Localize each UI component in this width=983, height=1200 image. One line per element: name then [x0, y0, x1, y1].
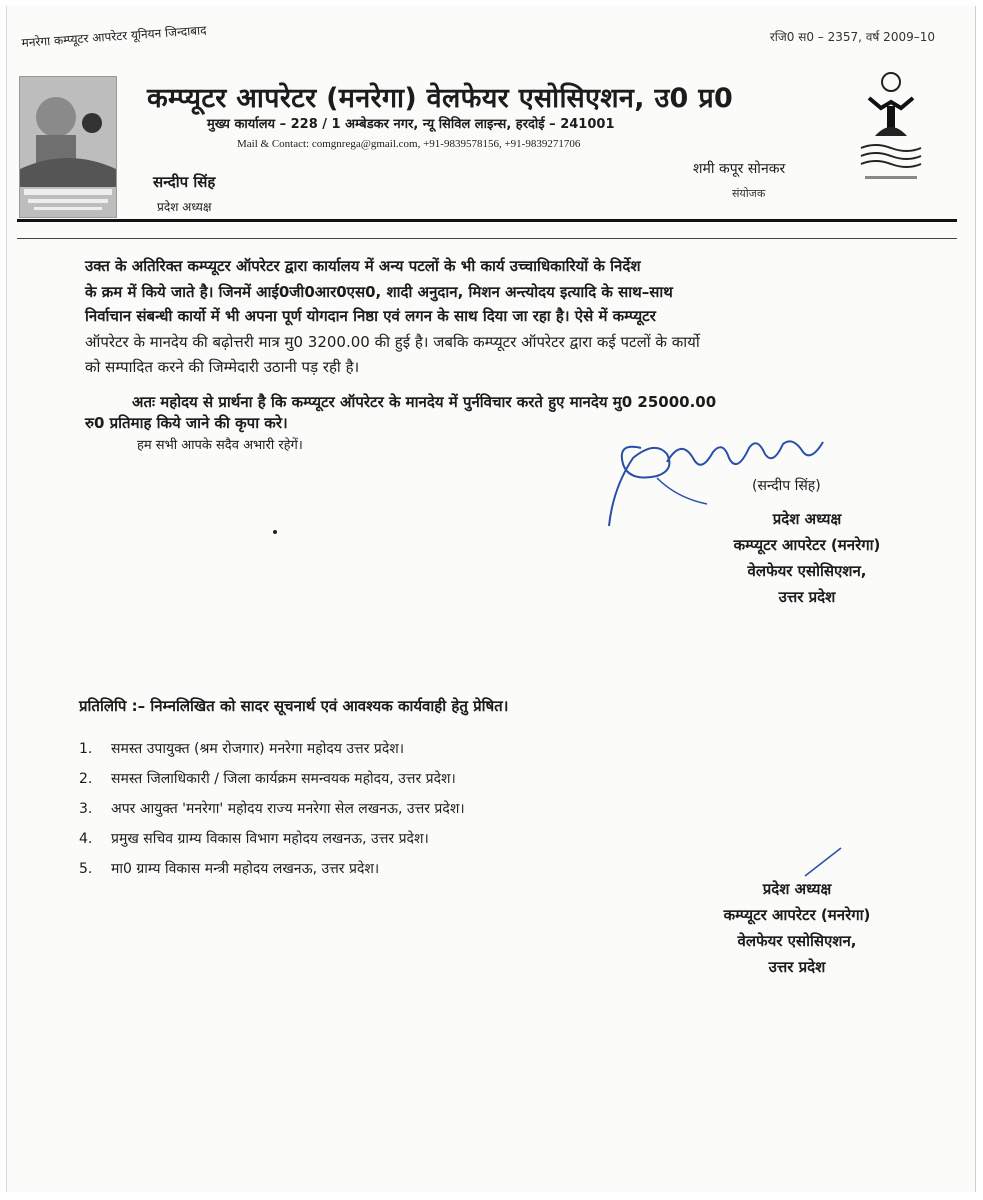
header-divider — [17, 219, 957, 222]
copy-list-item: 3. अपर आयुक्त 'मनरेगा' महोदय राज्य मनरेगा सेल लखनऊ, उत्तर प्रदेश। — [79, 801, 465, 817]
convenor-name: शमी कपूर सोनकर — [693, 161, 786, 177]
footer-signature-line-1: प्रदेश अध्यक्ष — [762, 880, 832, 898]
body-line-7: रु0 प्रतिमाह किये जाने की कृपा करे। — [85, 414, 288, 432]
copy-list-item: 1. समस्त उपायुक्त (श्रम रोजगार) मनरेगा महोदय उत्तर प्रदेश। — [79, 741, 405, 757]
speck — [273, 530, 277, 534]
footer-signature-line-2: कम्प्यूटर आपरेटर (मनरेगा) — [723, 906, 871, 924]
head-office-address: मुख्य कार्यालय – 228 / 1 अम्बेडकर नगर, न्यू सिविल लाइन्स, हरदोई – 241001 — [207, 117, 615, 132]
body-line-6: अतः महोदय से प्रार्थना है कि कम्प्यूटर ऑपरेटर के मानदेय में पुर्नविचार करते हुए मानदेय मु0 25000.00 — [132, 393, 717, 411]
body-line-3: निर्वाचान संबन्धी कार्यो में भी अपना पूर्ण योगदान निष्ठा एवं लगन के साथ दिया जा रहा है। ऐसे में कम्प्यूटर — [85, 307, 656, 325]
mahatma-gandhi-nrega-logo — [19, 76, 117, 218]
signature-line-2: कम्प्यूटर आपरेटर (मनरेगा) — [733, 536, 881, 554]
signatory-name: (सन्दीप सिंह) — [752, 478, 821, 494]
header-divider-thin — [17, 238, 957, 239]
signature-line-4: उत्तर प्रदेश — [778, 588, 836, 606]
copy-list-item: 5. मा0 ग्राम्य विकास मन्त्री महोदय लखनऊ, उत्तर प्रदेश। — [79, 861, 380, 877]
president-name: सन्दीप सिंह — [153, 173, 216, 191]
convenor-designation: संयोजक — [732, 187, 766, 200]
document-page — [6, 6, 976, 1192]
footer-signature-line-3: वेलफेयर एसोसिएशन, — [737, 932, 857, 950]
signature-line-1: प्रदेश अध्यक्ष — [772, 510, 842, 528]
signature-line-3: वेलफेयर एसोसिएशन, — [747, 562, 867, 580]
body-line-1: उक्त के अतिरिक्त कम्प्यूटर ऑपरेटर द्वारा कार्यालय में अन्य पटलों के भी कार्य उच्चाधिकारियों के निर्देश — [85, 257, 641, 275]
body-line-5: को सम्पादित करने की जिम्मेदारी उठानी पड़ रही है। — [85, 358, 360, 376]
organization-title: कम्प्यूटर आपरेटर (मनरेगा) वेलफेयर एसोसिएशन, उ0 प्र0 — [147, 83, 734, 114]
signature-block — [657, 506, 957, 610]
contact-info: Mail & Contact: comgnrega@gmail.com, +91-9839578156, +91-9839271706 — [237, 138, 581, 150]
president-designation: प्रदेश अध्यक्ष — [157, 200, 212, 214]
footer-signature-block — [647, 876, 947, 980]
body-line-8: हम सभी आपके सदैव अभारी रहेगें। — [137, 438, 303, 453]
registration-number: रजि0 स0 – 2357, वर्ष 2009–10 — [769, 30, 935, 44]
copy-list-item: 4. प्रमुख सचिव ग्राम्य विकास विभाग महोदय लखनऊ, उत्तर प्रदेश। — [79, 831, 429, 847]
copy-to-heading: प्रतिलिपि :– निम्नलिखित को सादर सूचनार्थ एवं आवश्यक कार्यवाही हेतु प्रेषित। — [79, 697, 509, 715]
body-line-2: के क्रम में किये जाते है। जिनमें आई0जी0आर0एस0, शादी अनुदान, मिशन अन्त्योदय इत्यादि के साथ–साथ — [85, 283, 673, 301]
footer-signature-line-4: उत्तर प्रदेश — [768, 958, 826, 976]
association-emblem — [855, 68, 927, 192]
slogan: मनरेगा कम्प्यूटर आपरेटर यूनियन जिन्दाबाद — [21, 23, 207, 50]
copy-list-item: 2. समस्त जिलाधिकारी / जिला कार्यक्रम समन्वयक महोदय, उत्तर प्रदेश। — [79, 771, 456, 787]
body-line-4: ऑपरेटर के मानदेय की बढ़ोत्तरी मात्र मु0 3200.00 की हुई है। जबकि कम्प्यूटर ऑपरेटर द्वारा कई पटलों के कार्यो — [85, 333, 700, 351]
